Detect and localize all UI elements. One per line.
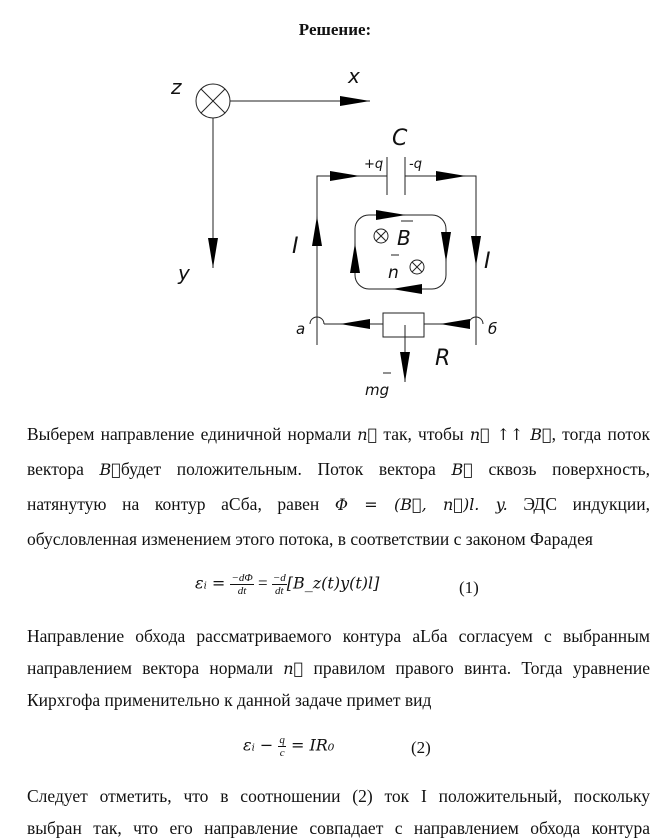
field-label: B xyxy=(397,226,411,250)
node-a-label: a xyxy=(296,320,306,338)
capacitor-label: C xyxy=(392,126,408,151)
text-line: Выберем направление единичной нормали n⃗ так, чтобы n⃗ ↑↑ B⃗, тогда поток xyxy=(27,424,651,444)
minus-q-label: -q xyxy=(409,157,422,172)
gravity-label: mg xyxy=(365,381,390,399)
text-line: направлением вектора нормали n⃗ правилом правого винта. Тогда уравнение xyxy=(27,658,650,678)
current-label: I xyxy=(292,234,299,259)
text-line: выбран так, что его направление совпадает с направлением обхода контура xyxy=(27,818,650,838)
cross-icon xyxy=(374,229,388,243)
z-axis-icon xyxy=(196,84,230,118)
z-label: z xyxy=(171,75,182,99)
text-line: вектора B⃗будет положительным. Поток вектора B⃗ сквозь поверхность, xyxy=(27,459,651,479)
current-label: I xyxy=(484,249,491,274)
y-label: y xyxy=(178,261,190,285)
normal-label: n xyxy=(388,263,399,283)
equation-1: εᵢ = $\frac{-d\Phi}{dt}$ = $\frac{-d}{dt}$ [B_z(t)y(t)l] xyxy=(195,572,380,597)
text-line: Направление обхода рассматриваемого контура aLба согласуем с выбранным xyxy=(27,626,650,646)
text-line: обусловленная изменением этого потока, в соответствии с законом Фарадея xyxy=(27,529,593,549)
plus-q-label: +q xyxy=(364,157,384,172)
equation-2: εᵢ − $\frac{q}{c}$ = IR₀ xyxy=(243,734,335,759)
equation-number: (1) xyxy=(459,578,479,597)
resistor-label: R xyxy=(435,346,451,371)
text-line: натянутую на контур аСба, равен Φ = (B⃗, n⃗)l. y. ЭДС индукции, xyxy=(27,494,650,514)
circuit-diagram xyxy=(0,0,670,410)
node-b-label: б xyxy=(488,320,498,338)
x-label: x xyxy=(348,64,360,88)
text-line: Кирхгофа применительно к данной задаче примет вид xyxy=(27,690,432,710)
cross-icon xyxy=(410,260,424,274)
resistor xyxy=(383,313,424,337)
equation-number: (2) xyxy=(411,738,431,757)
text-line: Следует отметить, что в соотношении (2) ток I положительный, поскольку xyxy=(27,786,650,806)
solution-heading: Решение: xyxy=(298,20,372,39)
